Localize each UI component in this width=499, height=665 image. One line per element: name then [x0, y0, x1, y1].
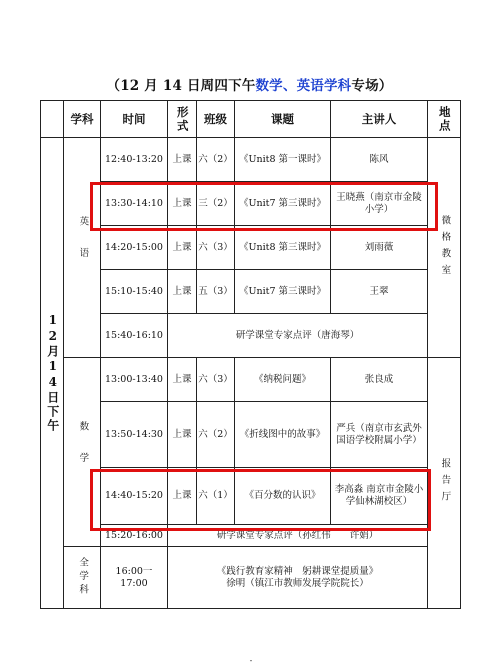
header-blank: [41, 101, 64, 138]
time-cell: 15:10-15:40: [101, 270, 168, 314]
header-topic: 课题: [235, 101, 331, 138]
topic-cell: 《百分数的认识》: [235, 468, 331, 525]
form-cell: 上课: [168, 402, 197, 468]
table-row: [41, 270, 461, 314]
form-cell: 上课: [168, 138, 197, 182]
schedule-table: [40, 100, 461, 609]
time-cell: 14:40-15:20: [101, 468, 168, 525]
subject-english: 英语: [64, 138, 101, 358]
header-row: [41, 101, 461, 138]
speaker-cell: 王翠: [331, 270, 428, 314]
topic-cell: 《Unit7 第三课时》: [235, 182, 331, 226]
time-cell: 12:40-13:20: [101, 138, 168, 182]
title-suffix: 专场）: [351, 78, 393, 94]
speaker-cell: 严兵（南京市玄武外国语学校附属小学）: [331, 402, 428, 468]
header-location: 地点: [428, 101, 461, 138]
lecture-title: 《践行教育家精神 躬耕课堂提质量》: [216, 565, 379, 577]
table-row: [41, 314, 461, 358]
table-row: [41, 226, 461, 270]
subject-math: 数学: [64, 358, 101, 547]
form-cell: 上课: [168, 226, 197, 270]
time-cell: 14:20-15:00: [101, 226, 168, 270]
form-cell: 上课: [168, 182, 197, 226]
class-cell: 六（2）: [197, 138, 235, 182]
page-title: [0, 74, 499, 94]
location-math: 报告厅: [428, 358, 461, 609]
date-cell: 12月14日下午: [41, 138, 64, 609]
table-row: [41, 402, 461, 468]
review-cell: 研学课堂专家点评（孙红伟 许娟）: [168, 525, 428, 547]
speaker-cell: 李高淼 南京市金陵小学仙林湖校区）: [331, 468, 428, 525]
class-cell: 五（3）: [197, 270, 235, 314]
highlight-box-math: [90, 469, 431, 531]
lecture-speaker: 徐明（镇江市教师发展学院院长）: [226, 577, 369, 589]
form-cell: 上课: [168, 468, 197, 525]
highlight-box-english: [90, 182, 438, 231]
title-prefix: （12 月 14 日周四下午: [106, 78, 256, 94]
time-cell: 13:00-13:40: [101, 358, 168, 402]
time-cell: 13:30-14:10: [101, 182, 168, 226]
header-speaker: 主讲人: [331, 101, 428, 138]
time-cell: 16:00一17:00: [101, 547, 168, 609]
time-cell: 13:50-14:30: [101, 402, 168, 468]
topic-cell: 《Unit8 第三课时》: [235, 226, 331, 270]
page-number: -: [249, 656, 253, 665]
topic-cell: 《Unit8 第一课时》: [235, 138, 331, 182]
header-subject: 学科: [64, 101, 101, 138]
table-row: [41, 547, 461, 609]
class-cell: 六（3）: [197, 226, 235, 270]
time-cell: 15:40-16:10: [101, 314, 168, 358]
title-highlight: 数学、英语学科: [255, 78, 352, 94]
speaker-cell: 张良成: [331, 358, 428, 402]
location-english: 微格教室: [428, 138, 461, 358]
lecture-cell: [168, 547, 428, 609]
header-class: 班级: [197, 101, 235, 138]
class-cell: 六（2）: [197, 402, 235, 468]
speaker-cell: 王晓燕（南京市金陵小学）: [331, 182, 428, 226]
review-cell: 研学课堂专家点评（唐海琴）: [168, 314, 428, 358]
subject-all: 全学科: [64, 547, 101, 609]
speaker-cell: 陈风: [331, 138, 428, 182]
topic-cell: 《纳税问题》: [235, 358, 331, 402]
topic-cell: 《Unit7 第三课时》: [235, 270, 331, 314]
topic-cell: 《折线图中的故事》: [235, 402, 331, 468]
header-time: 时间: [101, 101, 168, 138]
table-row: [41, 358, 461, 402]
class-cell: 三（2）: [197, 182, 235, 226]
speaker-cell: 刘雨薇: [331, 226, 428, 270]
class-cell: 六（3）: [197, 358, 235, 402]
form-cell: 上课: [168, 270, 197, 314]
form-cell: 上课: [168, 358, 197, 402]
time-cell: 15:20-16:00: [101, 525, 168, 547]
table-row: [41, 138, 461, 182]
header-form: 形式: [168, 101, 197, 138]
class-cell: 六（1）: [197, 468, 235, 525]
